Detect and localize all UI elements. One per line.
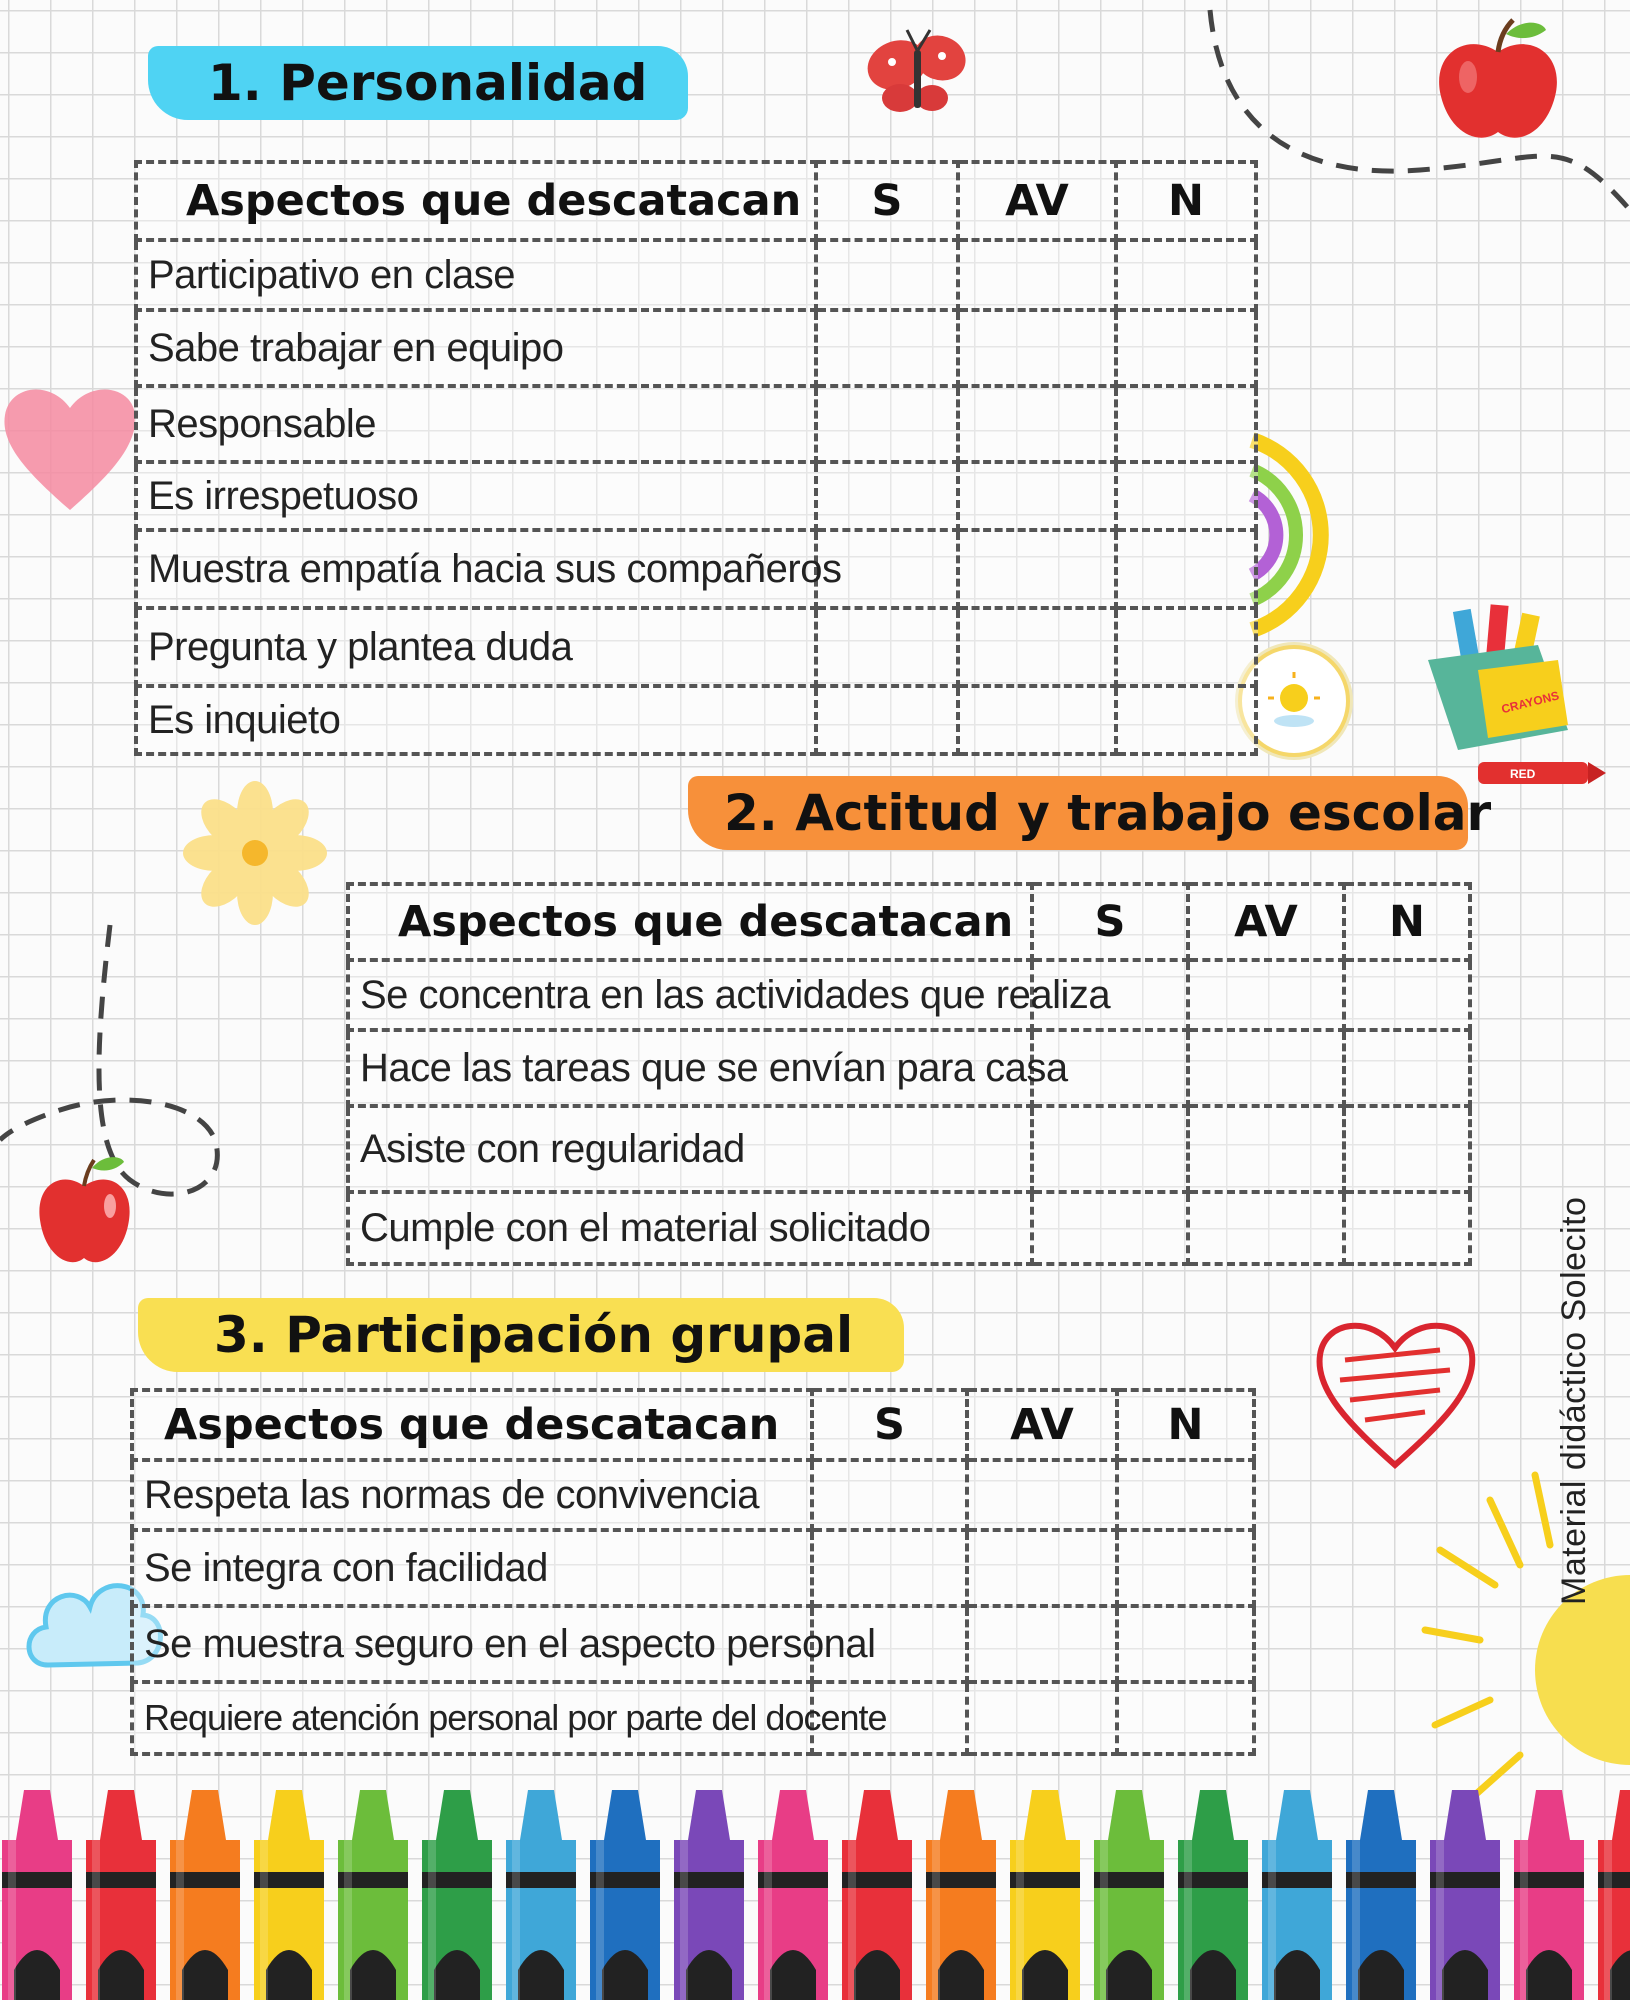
header-s: S	[812, 1390, 967, 1460]
check-cell-n[interactable]	[1116, 686, 1256, 754]
table-row	[348, 1106, 1470, 1192]
aspect-label: Se muestra seguro en el aspecto personal	[132, 1606, 812, 1682]
check-cell-n[interactable]	[1344, 1030, 1470, 1106]
header-av: AV	[958, 162, 1116, 240]
check-cell-av[interactable]	[967, 1460, 1117, 1530]
check-cell-av[interactable]	[967, 1682, 1117, 1754]
check-cell-n[interactable]	[1344, 1192, 1470, 1264]
section-1-table	[134, 160, 1258, 756]
aspect-label: Es inquieto	[136, 686, 816, 754]
section-3-table	[130, 1388, 1256, 1756]
section-1-title: 1. Personalidad	[208, 54, 648, 112]
check-cell-n[interactable]	[1116, 386, 1256, 462]
check-cell-s[interactable]	[816, 386, 958, 462]
table-row	[136, 462, 1256, 530]
section-3-title: 3. Participación grupal	[214, 1306, 854, 1364]
table-row	[348, 1192, 1470, 1264]
header-n: N	[1117, 1390, 1254, 1460]
check-cell-n[interactable]	[1116, 240, 1256, 310]
check-cell-av[interactable]	[967, 1530, 1117, 1606]
aspect-label: Participativo en clase	[136, 240, 816, 310]
header-n: N	[1116, 162, 1256, 240]
crayon	[170, 1790, 240, 2000]
aspect-label: Cumple con el material solicitado	[348, 1192, 1032, 1264]
crayon	[506, 1790, 576, 2000]
table-row	[136, 530, 1256, 608]
check-cell-n[interactable]	[1117, 1460, 1254, 1530]
check-cell-av[interactable]	[958, 608, 1116, 686]
aspect-label: Responsable	[136, 386, 816, 462]
check-cell-s[interactable]	[1032, 1106, 1188, 1192]
check-cell-n[interactable]	[1117, 1530, 1254, 1606]
check-cell-n[interactable]	[1116, 462, 1256, 530]
aspect-label: Se concentra en las actividades que realiza	[348, 960, 1032, 1030]
header-av: AV	[1188, 884, 1344, 960]
svg-text:RED: RED	[1510, 767, 1536, 781]
section-1-banner	[148, 46, 688, 120]
header-s: S	[1032, 884, 1188, 960]
svg-text:CRAYONS: CRAYONS	[1499, 688, 1561, 717]
header-s: S	[816, 162, 958, 240]
header-av: AV	[967, 1390, 1117, 1460]
aspect-label: Es irrespetuoso	[136, 462, 816, 530]
aspect-label: Respeta las normas de convivencia	[132, 1460, 812, 1530]
aspect-label: Asiste con regularidad	[348, 1106, 1032, 1192]
table-row	[132, 1530, 1254, 1606]
check-cell-av[interactable]	[967, 1606, 1117, 1682]
check-cell-s[interactable]	[816, 240, 958, 310]
crayon	[926, 1790, 996, 2000]
check-cell-av[interactable]	[958, 240, 1116, 310]
check-cell-s[interactable]	[816, 310, 958, 386]
check-cell-av[interactable]	[1188, 1106, 1344, 1192]
check-cell-s[interactable]	[812, 1460, 967, 1530]
check-cell-av[interactable]	[958, 530, 1116, 608]
check-cell-av[interactable]	[1188, 1030, 1344, 1106]
crayon	[338, 1790, 408, 2000]
crayon	[758, 1790, 828, 2000]
crayon	[86, 1790, 156, 2000]
table-row	[132, 1606, 1254, 1682]
crayon	[2, 1790, 72, 2000]
table-header-row	[348, 884, 1470, 960]
aspect-label: Requiere atención personal por parte del docente	[132, 1682, 812, 1754]
crayon	[590, 1790, 660, 2000]
section-2-banner	[688, 776, 1492, 850]
crayon	[1514, 1790, 1584, 2000]
aspect-label: Sabe trabajar en equipo	[136, 310, 816, 386]
sun-logo-icon	[1259, 666, 1329, 736]
table-row	[136, 686, 1256, 754]
section-2-title: 2. Actitud y trabajo escolar	[724, 784, 1492, 842]
apple-left-icon	[32, 1148, 137, 1273]
crayon	[674, 1790, 744, 2000]
heart-icon	[0, 370, 140, 520]
header-aspects: Aspectos que descatacan	[348, 884, 1032, 960]
header-aspects: Aspectos que descatacan	[136, 162, 816, 240]
crayon	[254, 1790, 324, 2000]
aspect-label: Muestra empatía hacia sus compañeros	[136, 530, 816, 608]
table-row	[348, 960, 1470, 1030]
check-cell-n[interactable]	[1117, 1606, 1254, 1682]
crayon	[842, 1790, 912, 2000]
check-cell-av[interactable]	[958, 686, 1116, 754]
watermark-text: Material didáctico Solecito	[1555, 1196, 1593, 1605]
check-cell-n[interactable]	[1116, 310, 1256, 386]
table-row	[136, 240, 1256, 310]
crayon	[422, 1790, 492, 2000]
check-cell-s[interactable]	[816, 686, 958, 754]
check-cell-n[interactable]	[1344, 960, 1470, 1030]
table-row	[132, 1460, 1254, 1530]
check-cell-n[interactable]	[1344, 1106, 1470, 1192]
check-cell-av[interactable]	[958, 386, 1116, 462]
crayon	[1262, 1790, 1332, 2000]
butterfly-icon	[862, 20, 972, 130]
table-header-row	[132, 1390, 1254, 1460]
check-cell-s[interactable]	[812, 1530, 967, 1606]
table-row	[136, 608, 1256, 686]
crayon	[1598, 1790, 1630, 2000]
crayon-box-icon	[1418, 600, 1608, 795]
heart-scribble-icon	[1310, 1300, 1480, 1480]
check-cell-n[interactable]	[1117, 1682, 1254, 1754]
aspect-label: Hace las tareas que se envían para casa	[348, 1030, 1032, 1106]
crayon	[1178, 1790, 1248, 2000]
table-row	[348, 1030, 1470, 1106]
sun-icon	[1420, 1470, 1630, 1800]
table-row	[132, 1682, 1254, 1754]
check-cell-n[interactable]	[1116, 608, 1256, 686]
check-cell-av[interactable]	[1188, 960, 1344, 1030]
rainbow-icon	[1252, 430, 1367, 640]
flower-icon	[180, 778, 330, 928]
section-2-table	[346, 882, 1472, 1266]
crayon	[1094, 1790, 1164, 2000]
table-row	[136, 386, 1256, 462]
check-cell-s[interactable]	[816, 608, 958, 686]
table-header-row	[136, 162, 1256, 240]
crayon	[1010, 1790, 1080, 2000]
aspect-label: Pregunta y plantea duda	[136, 608, 816, 686]
aspect-label: Se integra con facilidad	[132, 1530, 812, 1606]
check-cell-s[interactable]	[816, 462, 958, 530]
check-cell-av[interactable]	[958, 310, 1116, 386]
check-cell-av[interactable]	[958, 462, 1116, 530]
crayon	[1430, 1790, 1500, 2000]
section-3-banner	[138, 1298, 904, 1372]
apple-icon	[1428, 12, 1568, 152]
check-cell-s[interactable]	[1032, 1192, 1188, 1264]
table-row	[136, 310, 1256, 386]
crayon	[1346, 1790, 1416, 2000]
header-aspects: Aspectos que descatacan	[132, 1390, 812, 1460]
header-n: N	[1344, 884, 1470, 960]
crayon-border	[0, 1780, 1630, 2000]
check-cell-av[interactable]	[1188, 1192, 1344, 1264]
check-cell-n[interactable]	[1116, 530, 1256, 608]
